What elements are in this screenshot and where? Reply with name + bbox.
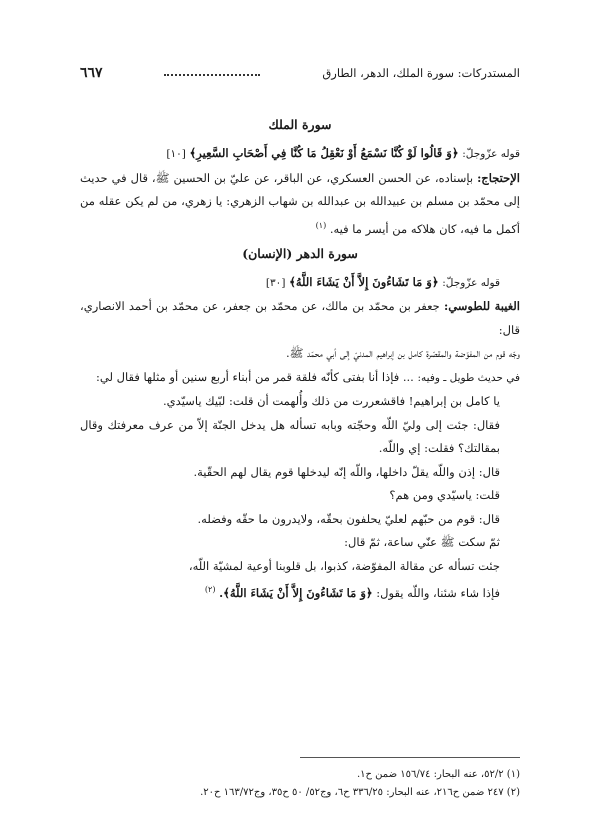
dahr-para-10 [80,578,520,605]
dahr-source: الغيبة للطوسي: [443,299,520,314]
surah-mulk-heading: سورة الملك [268,117,332,132]
dahr-verse-2: ﴿وَ مَا تَشَاءُونَ إِلاَّ أَنْ يَشَاءَ اللَّهُ﴾. [219,586,373,601]
dahr-chain-text: جعفر بن محمّد بن مالك، عن محمّد بن جعفر، عن محمّد بن أحمد الانصاري، قال: [80,299,520,337]
footnote-1: (١) ٥٢/٢، عنه البحار: ١٥٦/٧٤ ضمن ح١. [356,769,520,780]
dahr-chain [80,295,520,342]
mulk-verse-ref: [١٠] [166,148,186,160]
dahr-para-10-text: فإذا شاء شئنا، واللّه يقول: [376,586,500,601]
dahr-long-hadith-note: في حديث طويل ـ وفيه: [417,371,520,384]
dahr-para-2 [80,366,520,391]
page-body [80,112,520,606]
dahr-verse-line [80,271,520,296]
page-number: ٦٦٧ [80,65,103,81]
dahr-verse-ref: [٣٠] [265,276,286,289]
mulk-footnote-mark: (١) [315,220,327,230]
header-dotted-rule [164,74,260,76]
mulk-hadith [80,167,520,241]
mulk-verse-line [80,142,520,167]
mulk-text: بإسناده، عن الحسن العسكري، عن الباقر، عن عليّ بن الحسين ﷺ، قال في حديث إلى محمّد بن مسلم بن عبيدالله بن عبدالله بن شهاب الزهري: يا زهري، من لم يكن عقله من أكمل ما فيه، كان هلاكه من أيسر ما فيه. [80,170,520,236]
dahr-para-4: فقال: جئت إلى وليّ اللّه وحجّته وبابه تسأله هل يدخل الجنّة إلاّ من عرف معرفتك وقال بمقالتك؟ فقلت: إي واللّه. [80,417,500,456]
surah-dahr-heading: سورة الدهر (الإنسان) [242,245,358,261]
dahr-footnote-mark: (٢) [204,585,216,595]
dahr-para-5: قال: إذن واللّه يقلّ داخلها، واللّه إنّه ليدخلها قوم يقال لهم الحقّية. [193,464,500,479]
dahr-verse: ﴿وَ مَا تَشَاءُونَ إِلاَّ أَنْ يَشَاءَ اللَّهُ﴾ [289,274,439,289]
dahr-para-1: وجّه قوم من المفوّضة والمقصّرة كامل بن إبراهيم المدنيّ إلى أبي محمّد ﷺ. [285,346,520,361]
dahr-para-3: يا كامل بن إبراهيم! فاقشعررت من ذلك وأُلهمت أن قلت: لبّيك ياسيّدي. [163,394,500,409]
footnote-rule [300,757,520,758]
dahr-para-8: ثمّ سكت ﷺ عنّي ساعة، ثمّ قال: [344,535,500,550]
dahr-verse-intro: قوله عزّوجلّ: [442,276,500,289]
footnote-2: (٢) ٢٤٧ ضمن ح٢١٦، عنه البحار: ٣٣٦/٢٥ ح٦، وج٥٢/ ٥٠ ح٣٥، وج١٦٣/٧٢ ح٢٠. [200,787,520,798]
mulk-verse: ﴿وَ قَالُوا لَوْ كُنَّا نَسْمَعُ أَوْ نَعْقِلُ مَا كُنَّا فِي أَصْحَابِ السَّعِيرِ﴾ [189,146,459,160]
dahr-para-9: جئت تسأله عن مقالة المفوّضة، كذبوا، بل قلوبنا أوعية لمشيّة اللّه، [188,558,500,573]
footnotes [80,766,520,802]
running-header [80,62,520,84]
running-header-title: المستدركات: سورة الملك، الدهر، الطارق [322,66,520,80]
dahr-para-7: قال: قوم من حبّهم لعليّ يحلفون بحقّه، ولايدرون ما حقّه وفضله. [197,511,500,526]
mulk-source: الإحتجاج: [477,170,520,185]
mulk-verse-intro: قوله عزّوجلّ: [462,148,520,160]
dahr-para-2-text: ... فإذا أنا بفتى كأنّه فلقة قمر من أبناء أربع سنين أو مثلها فقال لي: [96,369,414,384]
dahr-para-6: قلت: ياسيّدي ومن هم؟ [389,488,500,503]
